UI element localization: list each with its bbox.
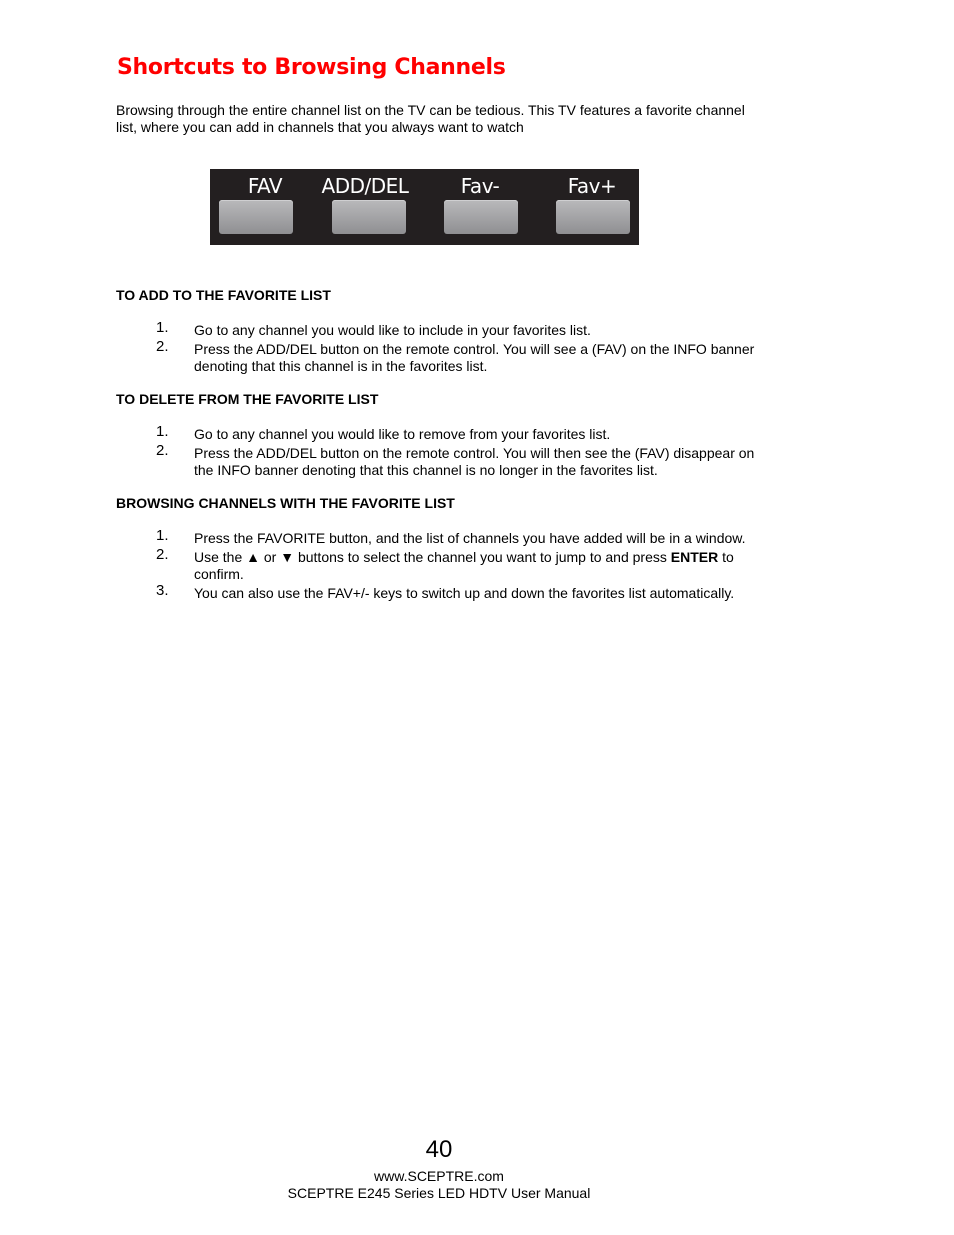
list-item [0, 338, 954, 375]
remote-key [219, 200, 293, 234]
step-number: 3. [156, 582, 169, 599]
step-text: Press the ADD/DEL button on the remote control. You will then see the (FAV) disappear on the INFO banner denoting that this channel is no longer in the favorites list. [194, 445, 755, 478]
steps-delete [0, 423, 954, 479]
enter-key-label: ENTER [670, 549, 719, 565]
page-number: 40 [425, 1136, 453, 1163]
remote-key [556, 200, 630, 234]
step-text: Go to any channel you would like to remove from your favorites list. [194, 426, 611, 442]
step-text: Press the FAVORITE button, and the list of channels you have added will be in a window. [194, 530, 746, 546]
section-heading-delete: TO DELETE FROM THE FAVORITE LIST [116, 391, 379, 407]
footer-manual-title: SCEPTRE E245 Series LED HDTV User Manual [287, 1185, 591, 1201]
step-text-part: to confirm. [194, 549, 734, 582]
remote-fav-minus-button [430, 169, 530, 245]
remote-add-del-button [315, 169, 415, 245]
step-number: 2. [156, 546, 169, 563]
step-number: 1. [156, 527, 169, 544]
remote-fav-button [215, 169, 315, 245]
step-text-part: Use the ▲ or ▼ buttons to select the channel you want to jump to and press [194, 549, 671, 565]
list-item [0, 527, 954, 547]
step-number: 2. [156, 442, 169, 459]
list-item [0, 442, 954, 479]
step-number: 2. [156, 338, 169, 355]
list-item [0, 582, 954, 602]
step-text: You can also use the FAV+/- keys to switch up and down the favorites list automatically. [194, 585, 735, 601]
remote-button-label: Fav+ [567, 174, 617, 198]
remote-key [332, 200, 406, 234]
remote-key [444, 200, 518, 234]
step-text: Press the ADD/DEL button on the remote control. You will see a (FAV) on the INFO banner denoting that this channel is in the favorites list. [194, 341, 755, 374]
remote-button-label: Fav- [460, 174, 500, 198]
section-heading-browse: BROWSING CHANNELS WITH THE FAVORITE LIST [116, 495, 455, 511]
intro-paragraph: Browsing through the entire channel list on the TV can be tedious. This TV features a favorite channel list, where you can add in channels that you always want to watch [116, 102, 745, 135]
list-item [0, 423, 954, 443]
list-item [0, 546, 954, 583]
step-number: 1. [156, 423, 169, 440]
section-heading-add: TO ADD TO THE FAVORITE LIST [116, 287, 331, 303]
remote-buttons-illustration [210, 169, 639, 245]
steps-browse [0, 527, 954, 602]
steps-add [0, 319, 954, 375]
remote-fav-plus-button [542, 169, 642, 245]
page-title: Shortcuts to Browsing Channels [117, 55, 506, 80]
step-number: 1. [156, 319, 169, 336]
footer-website: www.SCEPTRE.com [374, 1168, 504, 1184]
list-item [0, 319, 954, 339]
step-text [194, 549, 774, 583]
remote-button-label: ADD/DEL [321, 174, 409, 198]
step-text: Go to any channel you would like to include in your favorites list. [194, 322, 591, 338]
remote-button-label: FAV [247, 174, 283, 198]
